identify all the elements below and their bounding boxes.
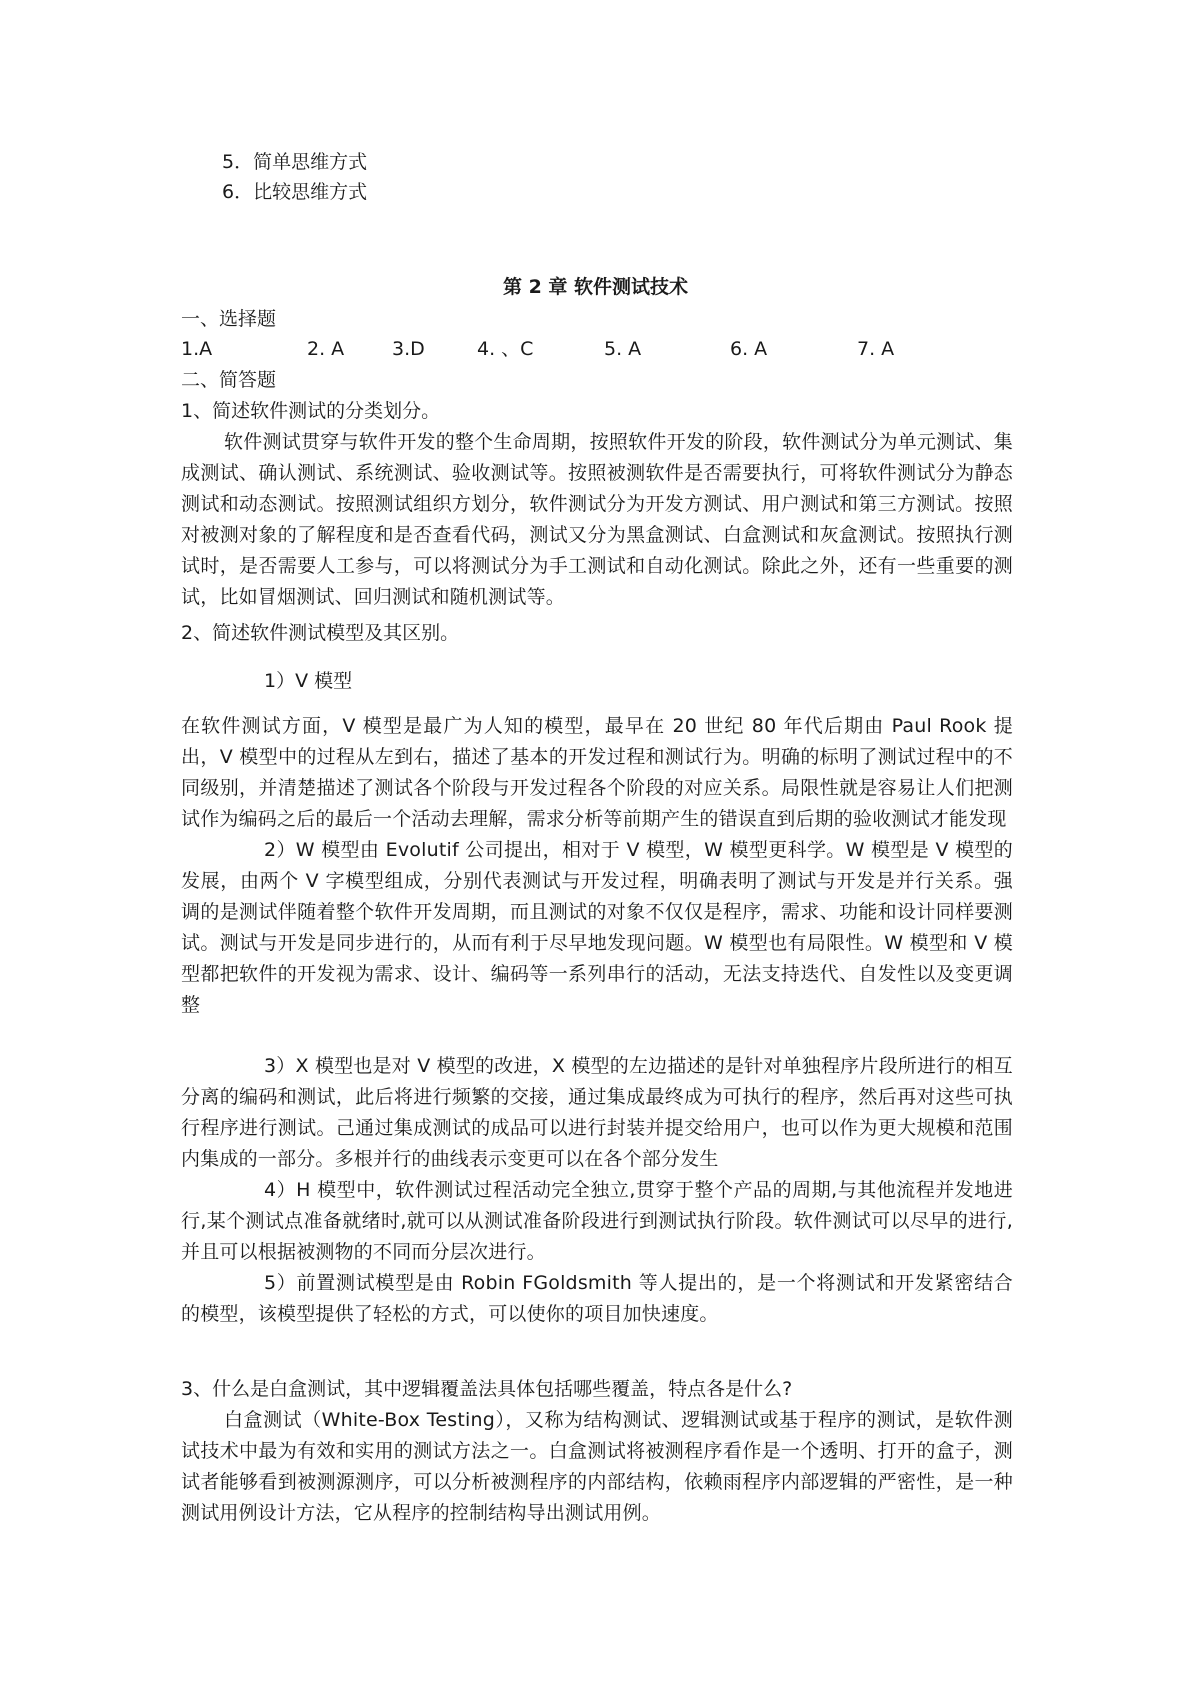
- list-item-6: 6．比较思维方式: [222, 181, 368, 203]
- answer-1-paragraph: 软件测试贯穿与软件开发的整个生命周期，按照软件开发的阶段，软件测试分为单元测试、集成测试、确认测试、系统测试、验收测试等。按照被测软件是否需要执行，可将软件测试分为静态测试和动态测试。按照测试组织方划分，软件测试分为开发方测试、用户测试和第三方测试。按照对被测对象的了解程度和是否查看代码，测试又分为黑盒测试、白盒测试和灰盒测试。按照执行测试时，是否需要人工参与，可以将测试分为手工测试和自动化测试。除此之外，还有一些重要的测试，比如冒烟测试、回归测试和随机测试等。: [181, 431, 1013, 608]
- section-choice-heading: 一、选择题: [181, 308, 277, 330]
- x-model-paragraph: 3）X 模型也是对 V 模型的改进，X 模型的左边描述的是针对单独程序片段所进行的相互分离的编码和测试，此后将进行频繁的交接，通过集成最终成为可执行的程序，然后再对这些可执行程序进行测试。己通过集成测试的成品可以进行封装并提交给用户，也可以作为更大规模和范围内集成的一部分。多根并行的曲线表示变更可以在各个部分发生: [181, 1055, 1013, 1170]
- w-model-paragraph: 2）W 模型由 Evolutif 公司提出，相对于 V 模型，W 模型更科学。W 模型是 V 模型的发展，由两个 V 字模型组成，分别代表测试与开发过程，明确表明了测试与开发是并行关系。强调的是测试伴随着整个软件开发周期，而且测试的对象不仅仅是程序，需求、功能和设计同样要测试。测试与开发是同步进行的，从而有利于尽早地发现问题。W 模型也有局限性。W 模型和 V 模型都把软件的开发视为需求、设计、编码等一系列串行的活动，无法支持迭代、自发性以及变更调整: [181, 839, 1013, 1016]
- v-model-paragraph: 在软件测试方面，V 模型是最广为人知的模型，最早在 20 世纪 80 年代后期由 Paul Rook 提出，V 模型中的过程从左到右，描述了基本的开发过程和测试行为。明确的标明了测试过程中的不同级别，并清楚描述了测试各个阶段与开发过程各个阶段的对应关系。局限性就是容易让人们把测试作为编码之后的最后一个活动去理解，需求分析等前期产生的错误直到后期的验收测试才能发现: [181, 715, 1013, 830]
- answer-1: 1.A: [181, 338, 213, 360]
- answer-7: 7. A: [857, 338, 895, 360]
- answer-6: 6. A: [730, 338, 768, 360]
- list-item-5: 5．简单思维方式: [222, 151, 368, 173]
- section-short-answer-heading: 二、简答题: [181, 369, 277, 391]
- question-2: 2、简述软件测试模型及其区别。: [181, 622, 460, 644]
- h-model-paragraph: 4）H 模型中，软件测试过程活动完全独立,贯穿于整个产品的周期,与其他流程并发地进行,某个测试点准备就绪时,就可以从测试准备阶段进行到测试执行阶段。软件测试可以尽早的进行,并且可以根据被测物的不同而分层次进行。: [181, 1179, 1013, 1263]
- pre-test-model-paragraph: 5）前置测试模型是由 Robin FGoldsmith 等人提出的，是一个将测试和开发紧密结合的模型，该模型提供了轻松的方式，可以使你的项目加快速度。: [181, 1272, 1013, 1325]
- answer-4: 4. 、C: [477, 338, 534, 360]
- answer-3: 3.D: [392, 338, 425, 360]
- question-3: 3、什么是白盒测试，其中逻辑覆盖法具体包括哪些覆盖，特点各是什么?: [181, 1378, 793, 1400]
- answer-5: 5. A: [604, 338, 642, 360]
- answer-3-paragraph: 白盒测试（White-Box Testing），又称为结构测试、逻辑测试或基于程序的测试，是软件测试技术中最为有效和实用的测试方法之一。白盒测试将被测程序看作是一个透明、打开的盒子，测试者能够看到被测源测序，可以分析被测程序的内部结构，依赖雨程序内部逻辑的严密性，是一种测试用例设计方法，它从程序的控制结构导出测试用例。: [181, 1409, 1013, 1524]
- question-1: 1、简述软件测试的分类划分。: [181, 400, 441, 422]
- answer-2: 2. A: [307, 338, 345, 360]
- v-model-heading: 1）V 模型: [264, 670, 353, 692]
- chapter-title: 第 2 章 软件测试技术: [502, 276, 689, 298]
